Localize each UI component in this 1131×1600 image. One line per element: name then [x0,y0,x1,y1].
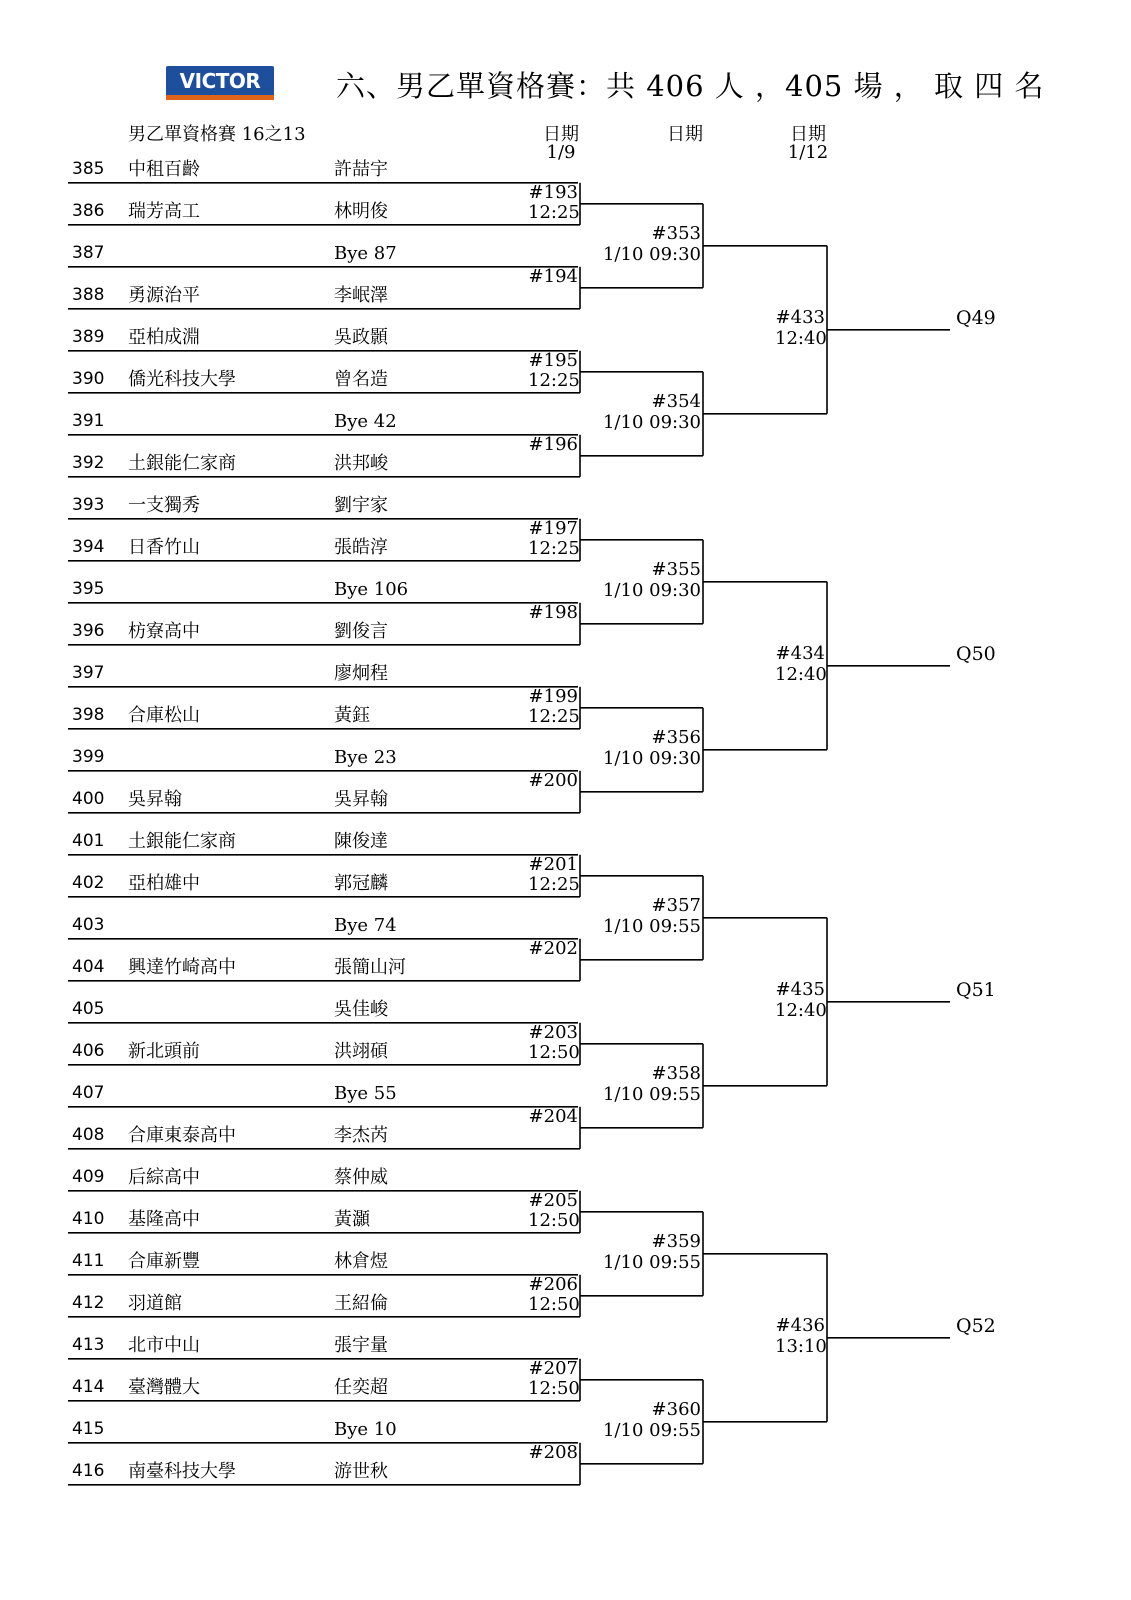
round1-match-number: #204 [528,1106,578,1127]
player-number: 388 [72,285,105,305]
player-name: 洪邦峻 [334,453,388,474]
round1-match-number: #208 [528,1442,578,1463]
round1-match-time: 12:25 [528,706,580,727]
player-team: 一支獨秀 [128,495,200,516]
player-team: 合庫新豐 [128,1251,200,1272]
round3-date-label: 日期 [790,124,826,145]
player-number: 405 [72,999,105,1019]
player-number: 393 [72,495,105,515]
round1-match-number: #193 [528,182,578,203]
round3-match-time: 13:10 [775,1336,827,1357]
player-number: 399 [72,747,105,767]
page-title: 六、男乙單資格賽：共 406 人 ，405 場 ， 取 四 名 [336,69,1045,103]
player-name: 許喆宇 [334,159,388,180]
round1-match-number: #203 [528,1022,578,1043]
player-name: 吳佳峻 [334,999,388,1020]
player-number: 414 [72,1377,105,1397]
player-team: 臺灣體大 [128,1377,200,1398]
round1-match-number: #200 [528,770,578,791]
player-team: 吳昇翰 [128,789,182,810]
player-team: 瑞芳高工 [128,201,200,222]
qualifier-label: Q50 [956,643,996,665]
round1-match-time: 12:25 [528,538,580,559]
player-team: 興達竹崎高中 [128,957,236,978]
player-number: 394 [72,537,105,557]
qualifier-label: Q51 [956,979,996,1001]
round1-match-number: #198 [528,602,578,623]
player-number: 402 [72,873,105,893]
round1-match-time: 12:50 [528,1042,580,1063]
player-number: 412 [72,1293,105,1313]
player-name: 郭冠麟 [334,873,388,894]
round3-match-number: #435 [775,979,825,1000]
player-number: 387 [72,243,105,263]
round1-date: 1/9 [546,142,576,163]
player-number: 410 [72,1209,105,1229]
player-name: 李杰芮 [334,1125,388,1146]
player-name: Bye 55 [334,1083,397,1104]
player-team: 土銀能仁家商 [128,831,236,852]
player-team: 合庫松山 [128,705,200,726]
player-name: 蔡仲威 [334,1167,388,1188]
player-number: 411 [72,1251,105,1271]
round2-match-number: #359 [651,1231,701,1252]
round3-match-time: 12:40 [775,328,827,349]
player-number: 392 [72,453,105,473]
player-number: 403 [72,915,105,935]
player-number: 407 [72,1083,105,1103]
player-number: 397 [72,663,105,683]
player-team: 亞柏成淵 [128,327,200,348]
player-name: 劉宇家 [334,495,388,516]
round2-match-number: #353 [651,223,701,244]
player-name: 李岷澤 [334,285,388,306]
round2-match-time: 1/10 09:30 [602,412,701,433]
round2-match-number: #354 [651,391,701,412]
player-name: 林倉煜 [334,1251,388,1272]
round2-match-time: 1/10 09:55 [602,1084,701,1105]
round2-match-time: 1/10 09:55 [602,1420,701,1441]
round1-match-number: #205 [528,1190,578,1211]
player-number: 400 [72,789,105,809]
round1-match-time: 12:50 [528,1294,580,1315]
player-name: Bye 23 [334,747,397,768]
player-name: 游世秋 [334,1461,388,1482]
player-name: 吳政顥 [334,327,388,348]
player-name: 任奕超 [334,1377,388,1398]
qualifier-label: Q49 [956,307,996,329]
player-team: 南臺科技大學 [128,1461,236,1482]
player-name: 陳俊達 [334,831,388,852]
player-team: 土銀能仁家商 [128,453,236,474]
round2-match-number: #360 [651,1399,701,1420]
player-team: 中租百齡 [128,159,200,180]
player-name: 黃鈺 [334,705,370,726]
player-name: 吳昇翰 [334,789,388,810]
player-name: 王紹倫 [334,1293,388,1314]
player-number: 389 [72,327,105,347]
round2-match-time: 1/10 09:55 [602,1252,701,1273]
player-number: 385 [72,159,105,179]
player-team: 北市中山 [128,1335,200,1356]
logo-text: VICTOR [179,69,261,93]
player-number: 398 [72,705,105,725]
player-team: 新北頭前 [128,1041,200,1062]
player-number: 415 [72,1419,105,1439]
player-team: 基隆高中 [128,1209,200,1230]
round2-match-time: 1/10 09:30 [602,244,701,265]
round2-match-number: #358 [651,1063,701,1084]
round1-match-time: 12:50 [528,1210,580,1231]
round1-match-number: #202 [528,938,578,959]
player-number: 401 [72,831,105,851]
player-number: 408 [72,1125,105,1145]
player-name: 黃灝 [334,1209,370,1230]
round1-match-number: #197 [528,518,578,539]
round1-date-label: 日期 [543,124,579,145]
round3-match-time: 12:40 [775,1000,827,1021]
player-name: 曾名造 [334,369,388,390]
round3-match-time: 12:40 [775,664,827,685]
player-team: 羽道館 [128,1293,182,1314]
player-team: 亞柏雄中 [128,873,200,894]
round1-match-time: 12:25 [528,370,580,391]
round2-match-time: 1/10 09:30 [602,748,701,769]
player-name: Bye 74 [334,915,397,936]
player-number: 396 [72,621,105,641]
player-name: Bye 87 [334,243,397,264]
round3-match-number: #436 [775,1315,825,1336]
player-team: 合庫東泰高中 [128,1125,236,1146]
player-name: 張簡山河 [334,957,406,978]
player-name: 張皓淳 [334,537,388,558]
player-team: 枋寮高中 [128,621,200,642]
round1-match-time: 12:50 [528,1378,580,1399]
player-number: 391 [72,411,105,431]
player-team: 后綜高中 [128,1167,200,1188]
round2-match-time: 1/10 09:55 [602,916,701,937]
round1-match-number: #201 [528,854,578,875]
player-team: 日香竹山 [128,537,200,558]
player-name: 廖炯程 [334,663,388,684]
round1-match-time: 12:25 [528,202,580,223]
player-name: 洪翊碩 [334,1041,388,1062]
player-number: 404 [72,957,105,977]
player-name: Bye 106 [334,579,409,600]
player-number: 390 [72,369,105,389]
round2-match-number: #355 [651,559,701,580]
round1-match-number: #199 [528,686,578,707]
event-header: 男乙單資格賽 16之13 [128,124,306,145]
round2-match-number: #357 [651,895,701,916]
player-name: Bye 42 [334,411,397,432]
round1-match-number: #207 [528,1358,578,1379]
round2-match-number: #356 [651,727,701,748]
player-name: 張宇量 [334,1335,388,1356]
round1-match-number: #196 [528,434,578,455]
round2-match-time: 1/10 09:30 [602,580,701,601]
round1-match-time: 12:25 [528,874,580,895]
player-number: 416 [72,1461,105,1481]
player-number: 413 [72,1335,105,1355]
player-number: 395 [72,579,105,599]
round3-match-number: #434 [775,643,825,664]
player-name: 林明俊 [334,201,388,222]
round3-match-number: #433 [775,307,825,328]
player-name: 劉俊言 [334,621,388,642]
player-number: 406 [72,1041,105,1061]
round1-match-number: #194 [528,266,578,287]
player-number: 386 [72,201,105,221]
round2-date-label: 日期 [667,124,703,145]
qualifier-label: Q52 [956,1315,996,1337]
round3-date: 1/12 [787,142,829,163]
round1-match-number: #206 [528,1274,578,1295]
player-team: 勇源治平 [128,285,200,306]
player-number: 409 [72,1167,105,1187]
round1-match-number: #195 [528,350,578,371]
player-team: 僑光科技大學 [128,369,236,390]
player-name: Bye 10 [334,1419,397,1440]
